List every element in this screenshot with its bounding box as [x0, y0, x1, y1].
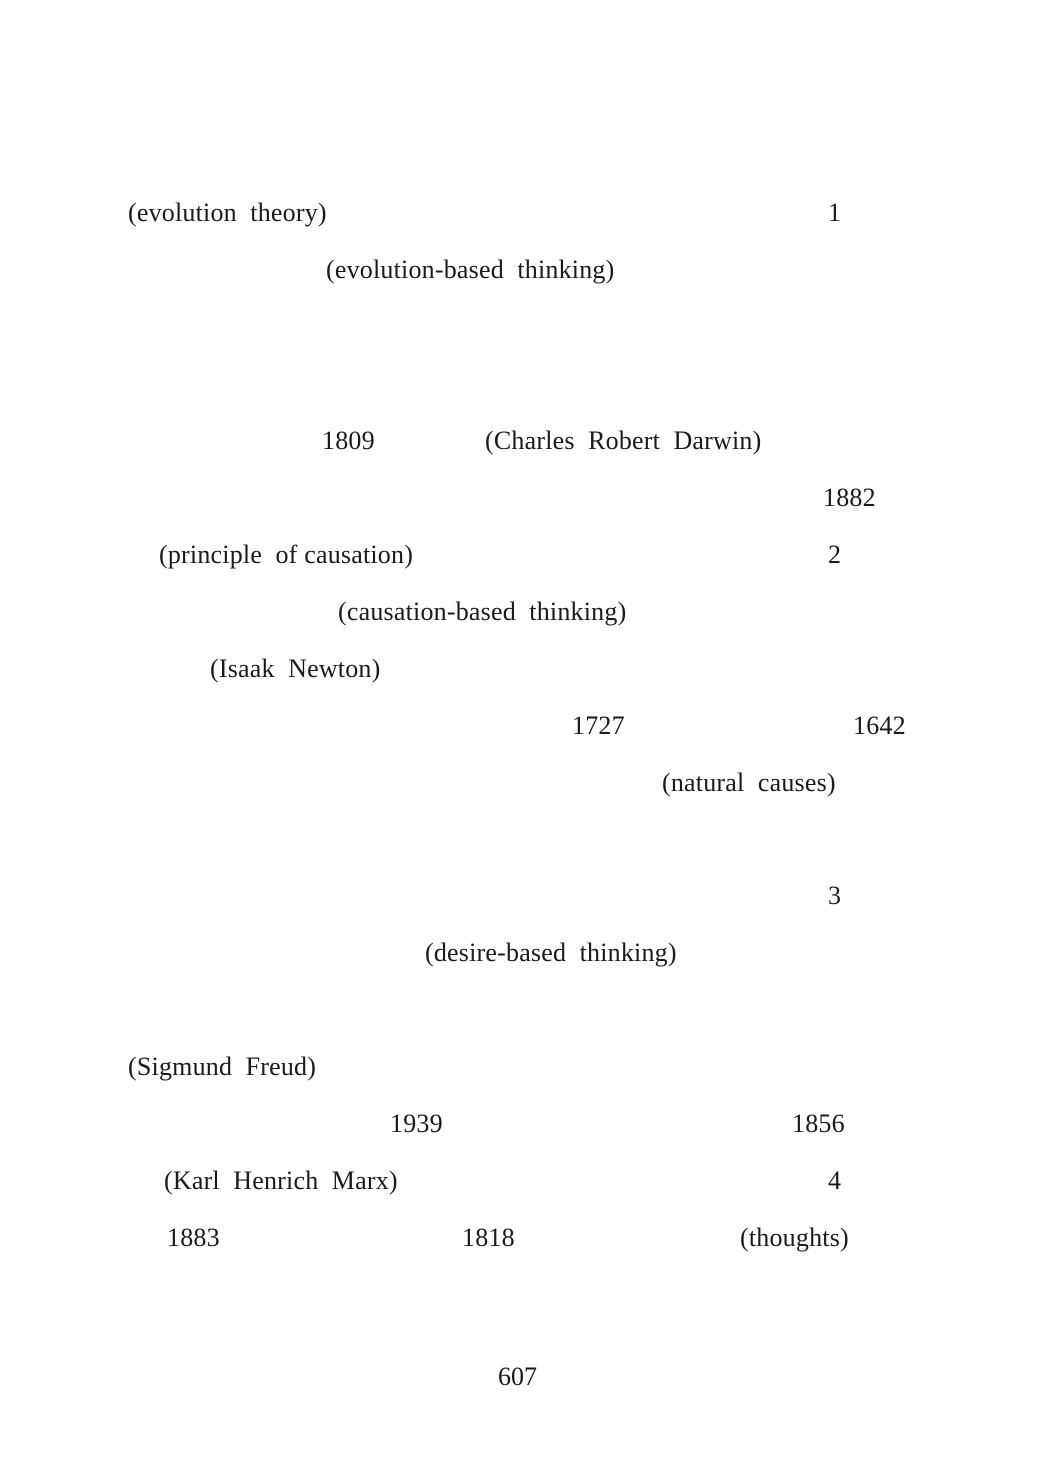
text-year-1818: 1818	[462, 1223, 515, 1252]
text-sigmund-freud: (Sigmund Freud)	[128, 1052, 317, 1081]
footnote-marker-1: 1	[828, 198, 842, 227]
footnote-marker-4: 4	[828, 1166, 842, 1195]
text-evolution-based-thinking: (evolution-based thinking)	[326, 255, 615, 284]
text-charles-darwin: (Charles Robert Darwin)	[485, 426, 762, 455]
text-causation-based-thinking: (causation-based thinking)	[338, 597, 627, 626]
footnote-marker-3: 3	[828, 881, 842, 910]
text-year-1882: 1882	[823, 483, 876, 512]
text-thoughts: (thoughts)	[740, 1223, 849, 1252]
text-year-1939: 1939	[390, 1109, 443, 1138]
text-evolution-theory: (evolution theory)	[128, 198, 327, 227]
page-number: 607	[498, 1362, 537, 1391]
text-natural-causes: (natural causes)	[662, 768, 836, 797]
text-karl-marx: (Karl Henrich Marx)	[164, 1166, 398, 1195]
text-year-1809: 1809	[322, 426, 375, 455]
text-year-1856: 1856	[792, 1109, 845, 1138]
text-isaak-newton: (Isaak Newton)	[210, 654, 381, 683]
text-year-1883: 1883	[167, 1223, 220, 1252]
text-principle-of-causation: (principle of causation)	[159, 540, 414, 569]
text-desire-based-thinking: (desire-based thinking)	[425, 938, 677, 967]
text-year-1727: 1727	[572, 711, 625, 740]
text-year-1642: 1642	[853, 711, 906, 740]
footnote-marker-2: 2	[828, 540, 842, 569]
